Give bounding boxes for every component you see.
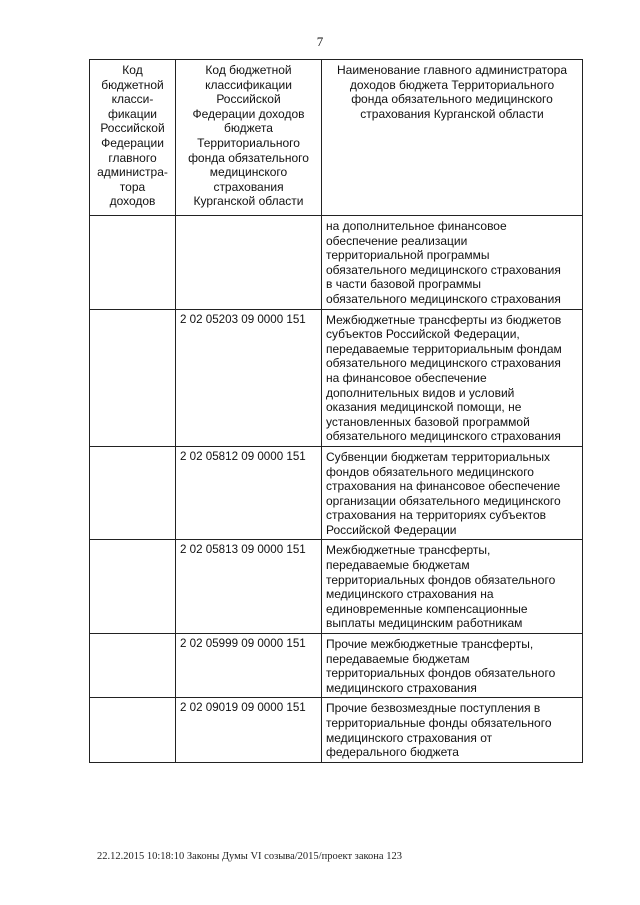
name-cell: Субвенции бюджетам территориальных фондов обязательного медицинского страхования на финансовое обеспечение организации обязательного медицинского страхования на территориях субъектов Российской Федерации	[322, 446, 583, 540]
table-row	[90, 698, 583, 762]
budget-code-cell: 2 02 05999 09 0000 151	[176, 634, 322, 698]
admin-code-cell	[90, 540, 176, 634]
admin-code-cell	[90, 698, 176, 762]
header-admin-name: Наименование главного администратора доходов бюджета Территориального фонда обязательного медицинского страхования Курганской области	[322, 60, 583, 216]
table-header	[90, 60, 583, 216]
document-footer: 22.12.2015 10:18:10 Законы Думы VI созыва/2015/проект закона 123	[97, 851, 402, 862]
admin-code-cell	[90, 634, 176, 698]
header-budget-code: Код бюджетной классификации Российской Федерации доходов бюджета Территориального фонда обязательного медицинского страхования Курганской области	[176, 60, 322, 216]
header-admin-code: Код бюджетной класси- фикации Российской Федерации главного администра- тора доходов	[90, 60, 176, 216]
name-cell: Межбюджетные трансферты, передаваемые бюджетам территориальных фондов обязательного медицинского страхования на единовременные компенсационные выплаты медицинским работникам	[322, 540, 583, 634]
name-cell: Прочие межбюджетные трансферты, передаваемые бюджетам территориальных фондов обязательного медицинского страхования	[322, 634, 583, 698]
budget-code-cell: 2 02 05812 09 0000 151	[176, 446, 322, 540]
budget-code-cell: 2 02 05813 09 0000 151	[176, 540, 322, 634]
name-cell: Межбюджетные трансферты из бюджетов субъектов Российской Федерации, передаваемые территориальным фондам обязательного медицинского страхования на финансовое обеспечение дополнительных видов и условий оказания медицинской помощи, не установленных базовой программой обязательного медицинского страхования	[322, 309, 583, 446]
admin-code-cell	[90, 446, 176, 540]
budget-code-cell: 2 02 09019 09 0000 151	[176, 698, 322, 762]
table-row	[90, 309, 583, 446]
name-cell: Прочие безвозмездные поступления в территориальные фонды обязательного медицинского страхования от федерального бюджета	[322, 698, 583, 762]
table-row	[90, 446, 583, 540]
page-number: 7	[316, 34, 324, 49]
admin-code-cell	[90, 309, 176, 446]
table-row	[90, 540, 583, 634]
table-body	[90, 216, 583, 763]
table-row	[90, 634, 583, 698]
budget-code-cell	[176, 216, 322, 310]
header-row	[90, 60, 583, 216]
name-cell: на дополнительное финансовое обеспечение реализации территориальной программы обязательного медицинского страхования в части базовой программы обязательного медицинского страхования	[322, 216, 583, 310]
budget-classification-table	[89, 59, 583, 763]
admin-code-cell	[90, 216, 176, 310]
budget-code-cell: 2 02 05203 09 0000 151	[176, 309, 322, 446]
table-row	[90, 216, 583, 310]
